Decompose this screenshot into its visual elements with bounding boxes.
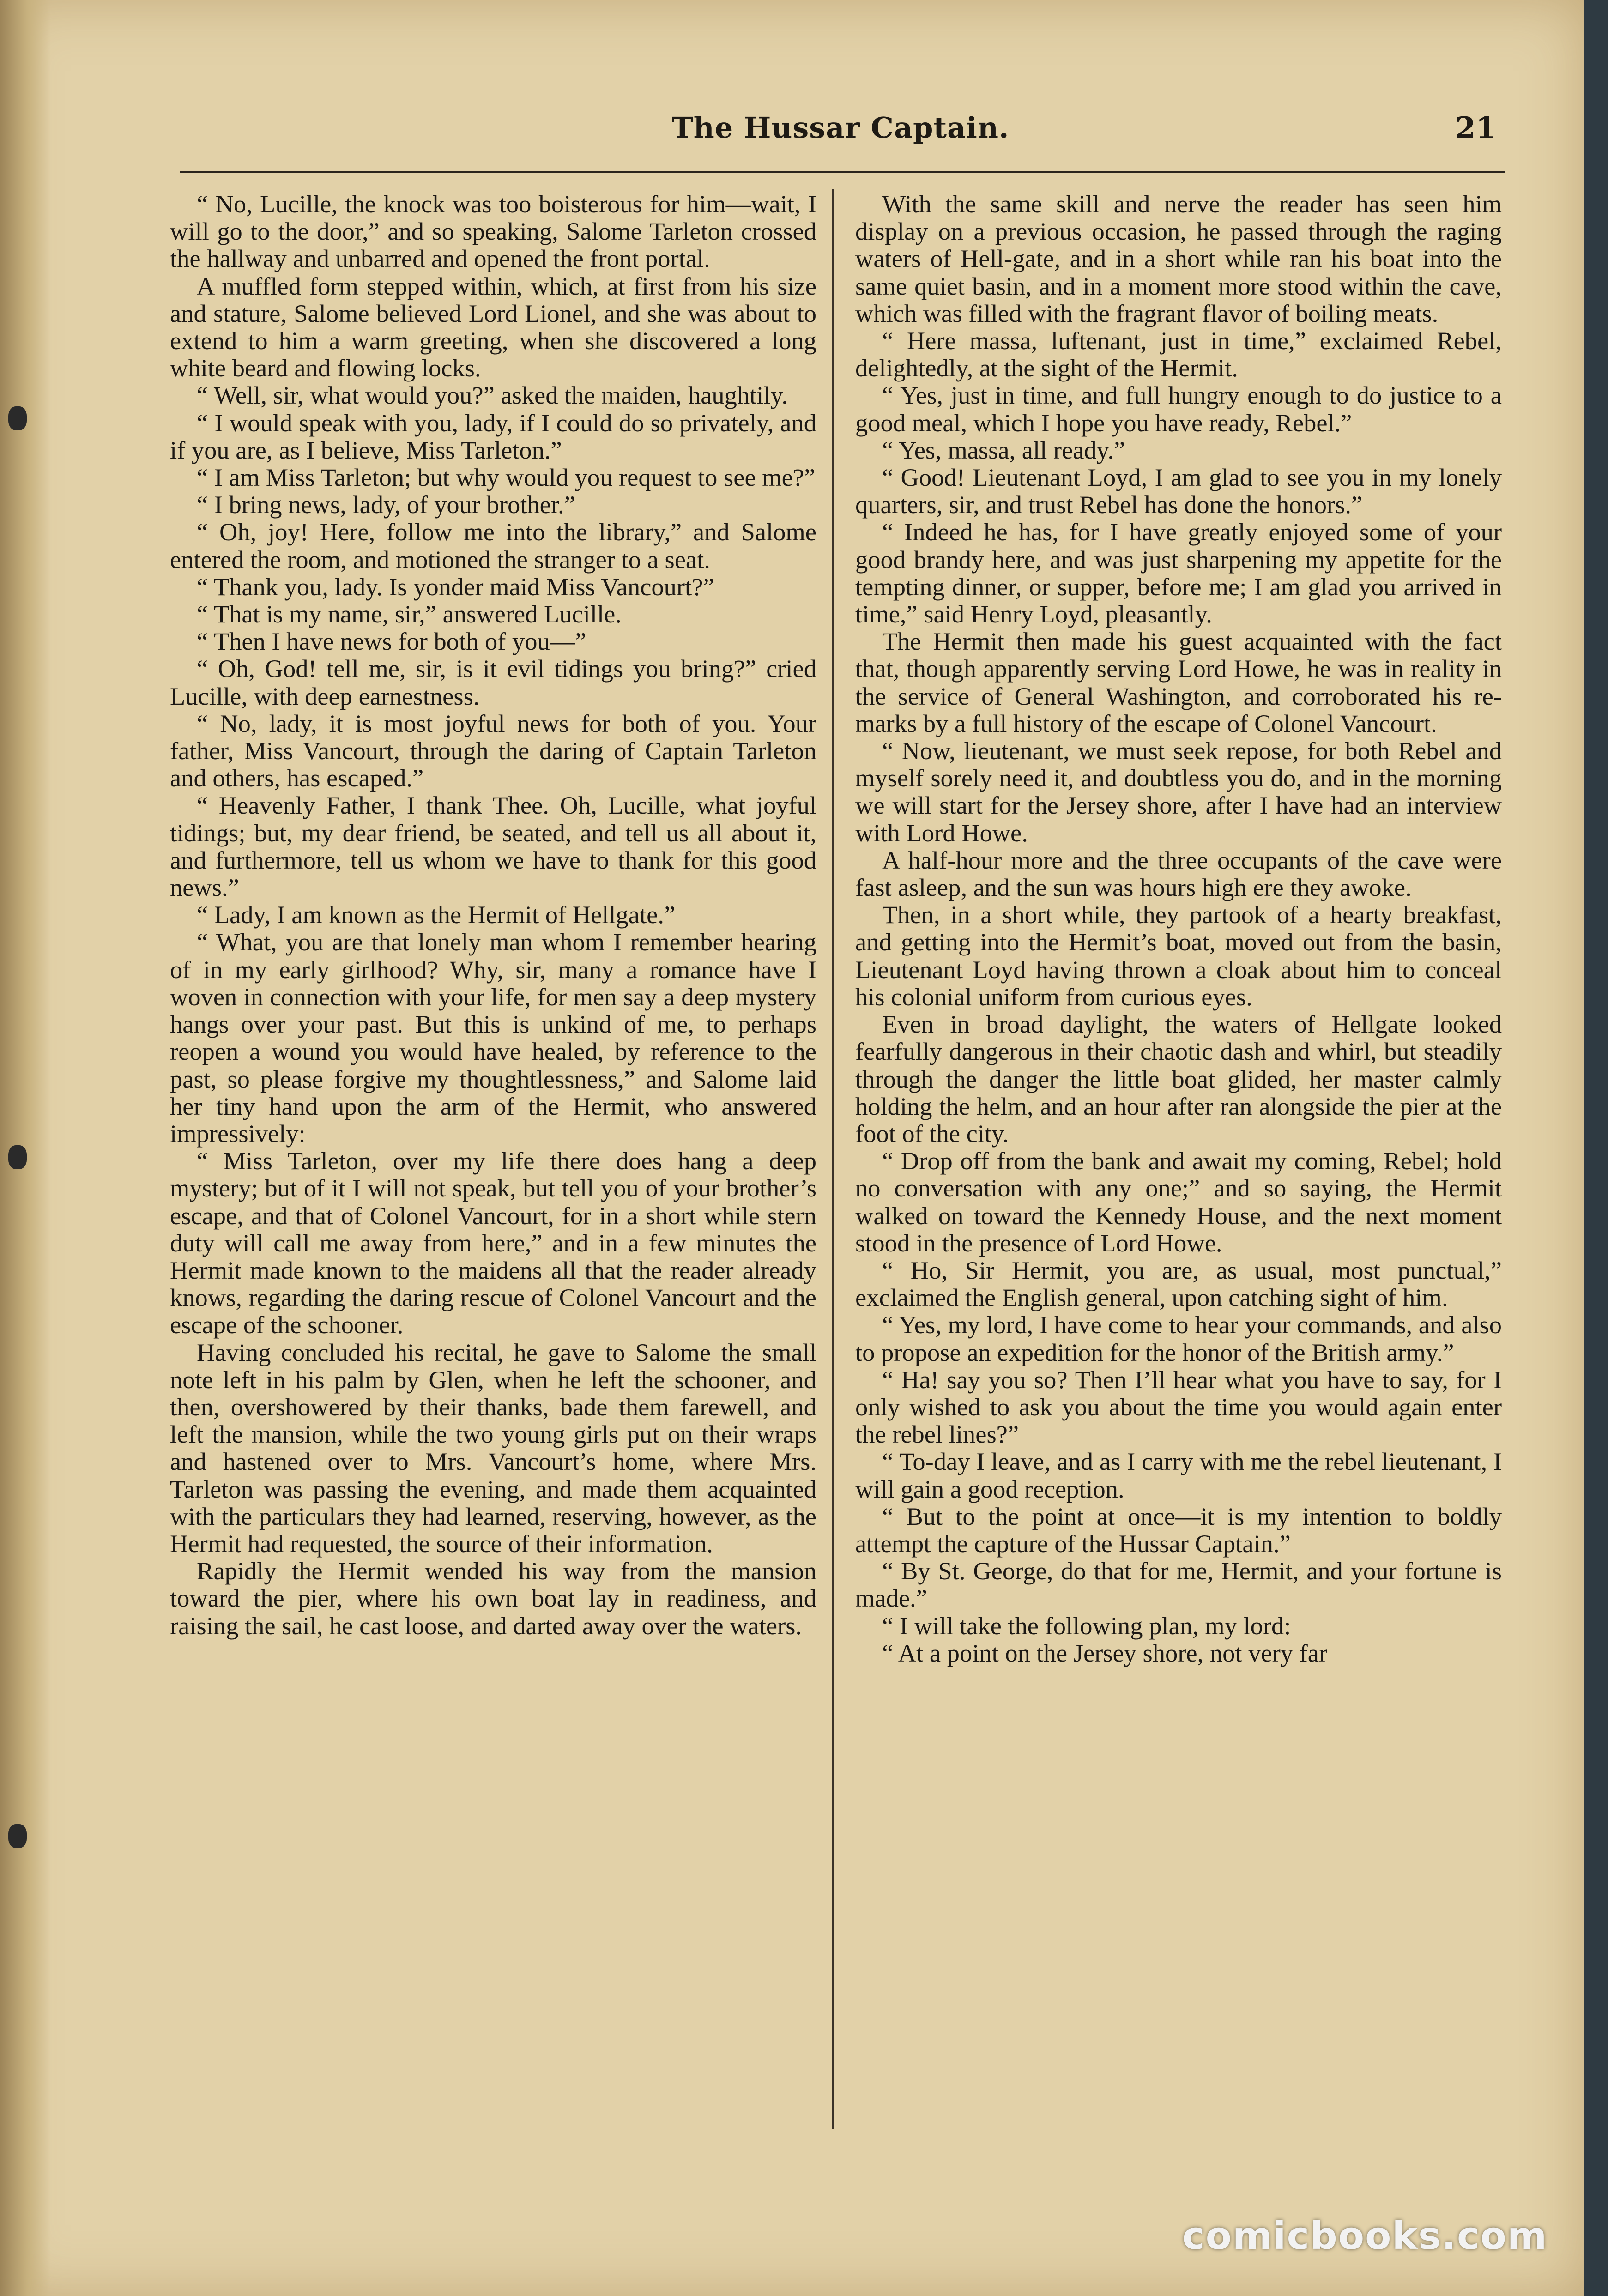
paragraph: The Hermit then made his guest acquainted with the fact that, though apparently serving Lord Howe, he was in reality in the service of General Washington, and corroborated his remarks by a full history of the escape of Colonel Vancourt. [855, 627, 1502, 737]
binding-hole [8, 406, 27, 430]
paragraph: “ No, Lucille, the knock was too boisterous for him—wait, I will go to the door,” and so speaking, Salome Tarleton crossed the hallway and unbarred and opened the front portal. [170, 190, 816, 273]
page-binding-edge [0, 0, 51, 2296]
binding-hole [8, 1145, 27, 1169]
site-watermark: comicbooks.com [1182, 2214, 1548, 2258]
paragraph: “ To-day I leave, and as I carry with me the rebel lieutenant, I will gain a good reception. [855, 1447, 1502, 1503]
paragraph: Rapidly the Hermit wended his way from the mansion toward the pier, where his own boat lay in readiness, and raising the sail, he cast loose, and darted away over the waters. [170, 1557, 816, 1640]
paragraph: “ Lady, I am known as the Hermit of Hellgate.” [197, 900, 676, 929]
paragraph: A muffled form stepped within, which, at first from his size and stature, Salome believed Lord Lionel, and she was about to extend to him a warm greeting, when she discovered a long white beard and flowing locks. [170, 272, 816, 382]
paragraph: “ I bring news, lady, of your brother.” [197, 490, 575, 519]
paragraph: “ What, you are that lonely man whom I remember hearing of in my early girlhood? Why, sir, many a romance have I woven in connection with your life, for men say a deep mystery hangs over your past. But this is unkind of me, to perhaps reopen a wound you would have healed, by reference to the past, so please forgive my thoughtlessness,” and Salome laid her tiny hand upon the arm of the Hermit, who answered impressively: [170, 928, 816, 1148]
paragraph: “ Miss Tarleton, over my life there does hang a deep mystery; but of it I will not speak, but tell you of your brother’s escape, and that of Colonel Vancourt, for in a short while stern duty will call me away from here,” and in a few minutes the Hermit made known to the maidens all that the reader already knows, regarding the daring rescue of Colonel Vancourt and the escape of the schooner. [170, 1147, 816, 1339]
paragraph: “ Indeed he has, for I have greatly enjoyed some of your good brandy here, and was just sharpening my appetite for the tempting dinner, or supper, before me; I am glad you arrived in time,” said Henry Loyd, pleasantly. [855, 518, 1502, 628]
paragraph: “ At a point on the Jersey shore, not very far [882, 1638, 1328, 1667]
paragraph: “ Heavenly Father, I thank Thee. Oh, Lucille, what joyful tidings; but, my dear friend, be seated, and tell us all about it, and furthermore, tell us whom we have to thank for this good news.” [170, 791, 816, 902]
paragraph: “ Now, lieutenant, we must seek repose, for both Rebel and myself sorely need it, and doubtless you do, and in the morning we will start for the Jersey shore, after I have had an interview with Lord Howe. [855, 737, 1502, 847]
paragraph: “ I will take the following plan, my lord: [882, 1611, 1291, 1640]
left-column [170, 190, 816, 1639]
paragraph: “ By St. George, do that for me, Hermit, and your fortune is made.” [855, 1557, 1502, 1613]
paragraph: “ Yes, just in time, and full hungry enough to do justice to a good meal, which I hope you have ready, Rebel.” [855, 381, 1502, 437]
binding-hole [8, 1824, 27, 1848]
paragraph: “ Yes, massa, all ready.” [882, 435, 1125, 464]
paragraph: “ Yes, my lord, I have come to hear your commands, and also to propose an expedition for the honor of the British army.” [855, 1311, 1502, 1366]
paragraph: “ Here massa, luftenant, just in time,” exclaimed Rebel, delightedly, at the sight of the Hermit. [855, 326, 1502, 382]
paragraph: “ Drop off from the bank and await my coming, Rebel; hold no conversation with any one;” and so saying, the Hermit walked on toward the Kennedy House, and the next moment stood in the presence of Lord Howe. [855, 1147, 1502, 1257]
column-divider [832, 189, 834, 2129]
paragraph: Even in broad daylight, the waters of Hellgate looked fearfully dangerous in their chaotic dash and whirl, but steadily through the danger the little boat glided, her master calmly holding the helm, and an hour after ran alongside the pier at the foot of the city. [855, 1010, 1502, 1148]
page-number: 21 [1455, 111, 1496, 145]
paragraph: “ That is my name, sir,” answered Lucille. [197, 600, 622, 628]
right-column [855, 190, 1502, 1667]
paragraph: A half-hour more and the three occupants of the cave were fast asleep, and the sun was hours high ere they awoke. [855, 846, 1502, 902]
paragraph: “ But to the point at once—it is my intention to boldly attempt the capture of the Hussar Captain.” [855, 1502, 1502, 1558]
paragraph: “ No, lady, it is most joyful news for both of you. Your father, Miss Vancourt, through the daring of Captain Tarleton and others, has escaped.” [170, 709, 816, 792]
paragraph: “ Ho, Sir Hermit, you are, as usual, most punctual,” exclaimed the English general, upon catching sight of him. [855, 1256, 1502, 1312]
paragraph: “ Oh, God! tell me, sir, is it evil tidings you bring?” cried Lucille, with deep earnestness. [170, 654, 816, 710]
paragraph: With the same skill and nerve the reader has seen him display on a previous occasion, he passed through the raging waters of Hell-gate, and in a short while ran his boat into the same quiet basin, and in a moment more stood within the cave, which was filled with the fragrant flavor of boiling meats. [855, 190, 1502, 327]
paragraph: “ Well, sir, what would you?” asked the maiden, haughtily. [197, 381, 788, 410]
paragraph: “ Good! Lieutenant Loyd, I am glad to see you in my lonely quarters, sir, and trust Rebel has done the honors.” [855, 463, 1502, 519]
paragraph: Then, in a short while, they partook of a hearty breakfast, and getting into the Hermit’s boat, moved out from the basin, Lieutenant Loyd having thrown a cloak about him to conceal his colonial uniform from curious eyes. [855, 900, 1502, 1011]
paragraph: “ I am Miss Tarleton; but why would you request to see me?” [197, 463, 816, 492]
header-rule [180, 171, 1505, 173]
paragraph: Having concluded his recital, he gave to Salome the small note left in his palm by Glen, when he left the schooner, and then, overshowered by their thanks, bade them farewell, and left the mansion, while the two young girls put on their wraps and hastened over to Mrs. Vancourt’s home, where Mrs. Tarleton was passing the evening, and made them acquainted with the particulars they had learned, reserving, however, as the Hermit had requested, the source of their information. [170, 1338, 816, 1558]
running-title: The Hussar Captain. [671, 111, 1010, 145]
paragraph: “ Oh, joy! Here, follow me into the library,” and Salome entered the room, and motioned the stranger to a seat. [170, 518, 816, 574]
paragraph: “ Thank you, lady. Is yonder maid Miss Vancourt?” [197, 572, 714, 601]
paragraph: “ I would speak with you, lady, if I could do so privately, and if you are, as I believe, Miss Tarleton.” [170, 408, 816, 464]
paragraph: “ Ha! say you so? Then I’ll hear what you have to say, for I only wished to ask you about the time you would again enter the rebel lines?” [855, 1365, 1502, 1449]
running-header [175, 111, 1505, 162]
paragraph: “ Then I have news for both of you—” [197, 627, 586, 656]
